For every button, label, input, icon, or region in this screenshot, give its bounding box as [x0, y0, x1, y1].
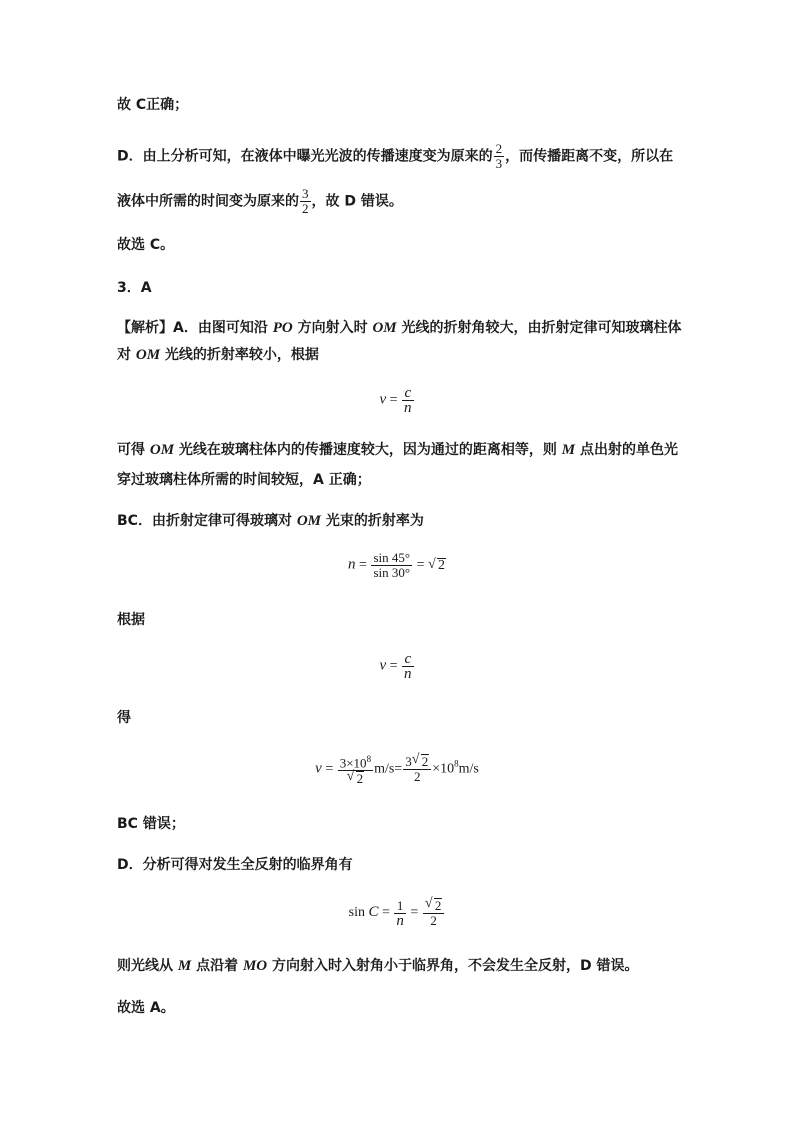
paragraph-text: 穿过玻璃柱体所需的时间较短，A 正确；	[117, 472, 371, 488]
fraction	[403, 754, 431, 784]
fraction-numerator: c	[402, 386, 414, 401]
paragraph-text: 故 C正确；	[117, 97, 189, 113]
unit-label: m/s	[458, 761, 479, 777]
fraction-numerator: 3×10	[339, 755, 367, 771]
paragraph-text: 方向射入时入射角小于临界角，不会发生全反射，D 错误。	[267, 958, 639, 974]
fraction	[371, 551, 412, 580]
equation: v = $3\times 10^8$ √ 2 m/s= $\frac{3√ 2}{2}$ $\times 10^8m/s$	[0, 752, 794, 786]
fraction-numerator: 1	[394, 899, 406, 914]
exponent: 8	[366, 754, 372, 764]
unit-label: m/s	[374, 761, 395, 777]
fraction-numerator: sin 45°	[373, 550, 411, 565]
fraction	[494, 142, 505, 171]
paragraph-text: 点出射的单色光	[575, 442, 679, 458]
paragraph-text: 对	[117, 347, 136, 363]
fraction	[394, 899, 406, 928]
square-root	[347, 771, 365, 786]
text-line	[117, 470, 371, 490]
text-line	[117, 345, 319, 365]
fraction-numerator: 3	[302, 186, 309, 201]
paragraph-text: ，而传播距离不变，所以在	[505, 148, 674, 165]
text-line	[117, 956, 639, 976]
text-line	[117, 511, 424, 531]
math-symbol: v	[315, 760, 322, 777]
fraction	[300, 187, 311, 216]
square-root	[425, 898, 443, 913]
fraction-denominator: sin 30°	[373, 565, 411, 580]
math-symbol: PO	[272, 320, 293, 336]
text-line	[117, 95, 188, 115]
radicand: 2	[421, 754, 429, 770]
math-symbol: M	[561, 442, 576, 458]
math-symbol: v	[379, 391, 387, 408]
fraction-denominator: 3	[495, 156, 503, 171]
math-term: ×10	[432, 761, 455, 777]
paragraph-text: 光线在玻璃柱体内的传播速度较大，因为通过的距离相等，则	[174, 442, 562, 458]
text-line	[117, 814, 185, 834]
text-line	[117, 855, 353, 875]
fraction-denominator: n	[404, 666, 412, 682]
square-root	[428, 558, 446, 574]
text-line	[117, 998, 175, 1018]
paragraph-text: D．分析可得对发生全反射的临界角有	[117, 857, 353, 873]
fraction-denominator: 2	[430, 913, 437, 928]
paragraph-text: 【解析】A．由图可知沿	[117, 320, 273, 336]
fraction-numerator: 3	[405, 754, 412, 770]
square-root	[412, 754, 430, 769]
fraction-denominator: 2	[413, 769, 421, 785]
math-symbol: C	[368, 904, 379, 921]
fraction	[423, 898, 445, 928]
paragraph-text: 光线的折射角较大，由折射定律可知玻璃柱体	[396, 320, 682, 336]
math-symbol: OM	[372, 320, 397, 336]
text-line	[117, 708, 131, 728]
radicand: 2	[434, 898, 442, 913]
text-line	[117, 235, 174, 255]
equation: sin C = $\frac{1}{n}$ = √ $\frac{2}{2}$	[0, 898, 794, 928]
math-symbol: OM	[149, 442, 175, 458]
paragraph-text: D．由上分析可知，在液体中曝光光波的传播速度变为原来的	[117, 148, 493, 165]
math-symbol: M	[177, 958, 192, 974]
math-symbol: MO	[242, 958, 268, 974]
math-symbol: v	[379, 657, 387, 674]
text-line	[117, 610, 145, 630]
paragraph-text: 故选 A。	[117, 1000, 175, 1016]
text-line	[117, 142, 673, 171]
text-line	[117, 440, 678, 460]
equation: v = $\frac{c}{n}$	[379, 651, 412, 682]
paragraph-text: 点沿着	[191, 958, 243, 974]
math-symbol: OM	[296, 513, 321, 529]
paragraph-text: 故选 C。	[117, 237, 175, 253]
radicand: 2	[437, 557, 445, 573]
paragraph-text: BC．由折射定律可得玻璃对	[117, 513, 297, 529]
paragraph-text: BC 错误；	[117, 816, 185, 832]
fraction-denominator: n	[404, 400, 412, 416]
paragraph-text: 液体中所需的时间变为原来的	[117, 193, 299, 210]
paragraph-text: 可得	[117, 442, 150, 458]
fraction	[402, 652, 414, 681]
math-function: sin	[348, 905, 365, 921]
equation: v = $\frac{c}{n}$	[379, 385, 412, 416]
paragraph-text: 得	[117, 710, 131, 726]
question-number	[117, 278, 152, 298]
paragraph-text: 根据	[117, 612, 145, 628]
text-line	[117, 318, 682, 338]
fraction-denominator: n	[396, 912, 404, 929]
fraction-numerator: 2	[495, 141, 503, 156]
paragraph-text: 光束的折射率为	[321, 513, 424, 529]
fraction	[338, 752, 373, 786]
exponent: 8	[454, 758, 459, 769]
fraction	[402, 386, 414, 415]
text-line	[117, 187, 403, 216]
math-symbol: n	[348, 556, 356, 573]
math-symbol: OM	[135, 347, 161, 363]
fraction-numerator: c	[402, 652, 414, 667]
radicand: 2	[356, 771, 364, 787]
fraction-denominator: 2	[302, 201, 309, 216]
paragraph-text: 光线的折射率较小，根据	[160, 347, 319, 363]
equation: n = $\frac{\sin 45^\circ}{\sin 30^\circ}$ = √ 2	[0, 551, 794, 580]
paragraph-text: 则光线从	[117, 958, 178, 974]
answer-label: 3．A	[117, 280, 152, 296]
paragraph-text: ，故 D 错误。	[311, 193, 403, 210]
paragraph-text: 方向射入时	[292, 320, 373, 336]
